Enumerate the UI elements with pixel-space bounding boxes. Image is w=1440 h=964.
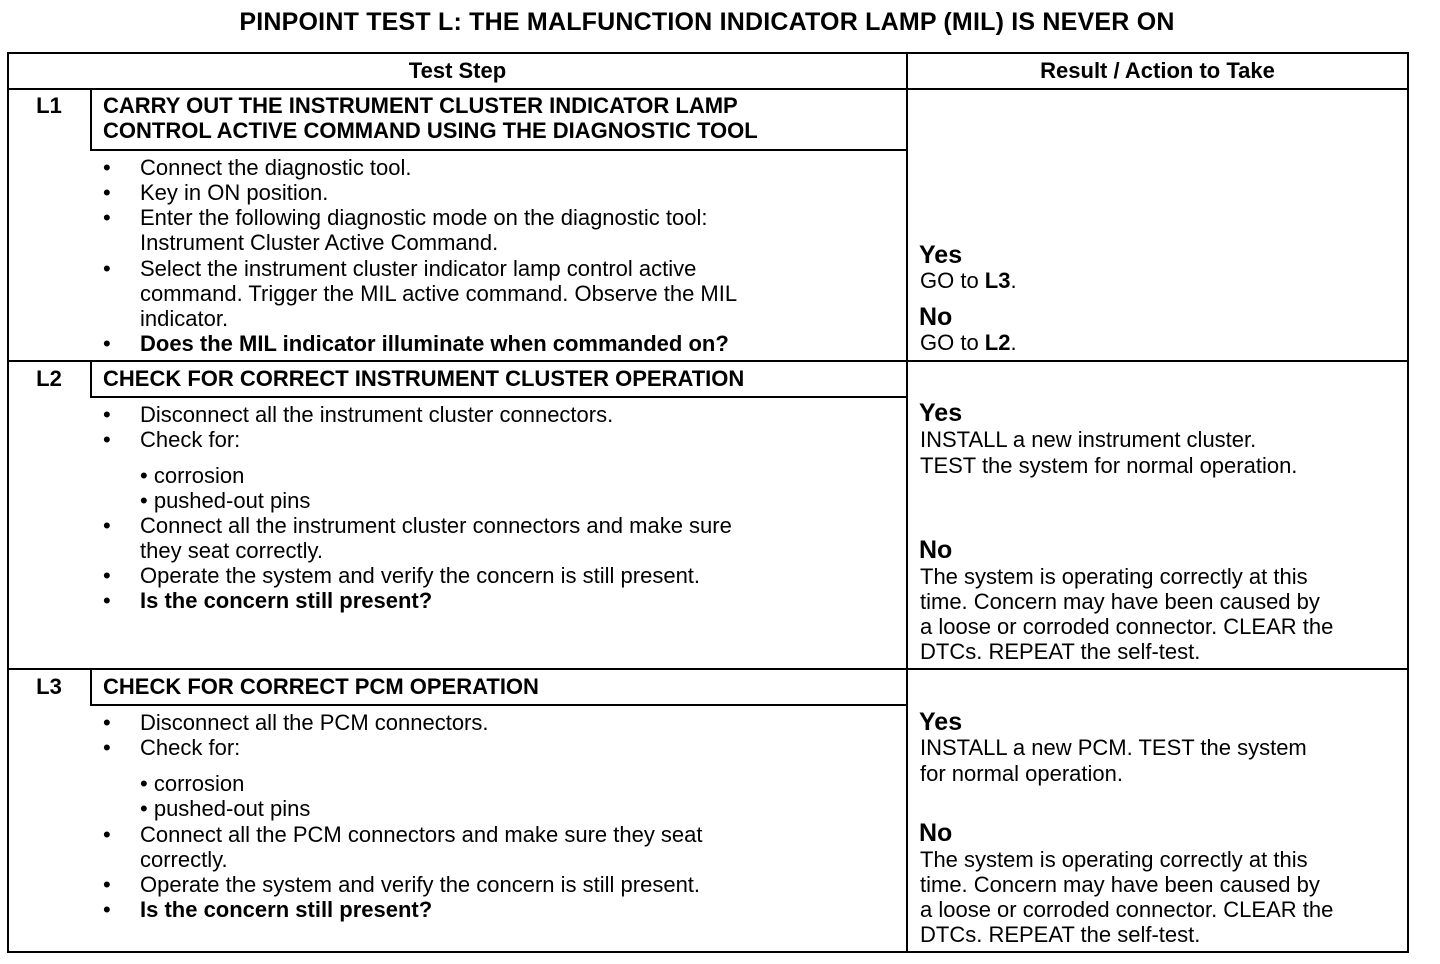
list-item-continuation: correctly. [140,847,228,872]
step-id-l3: L3 [36,674,62,699]
l3-id-divider [90,668,92,706]
l1-title-divider [90,149,908,151]
row-divider-l2-l3 [7,668,1409,670]
no-action-l2-line4: DTCs. REPEAT the self-test. [920,639,1201,664]
list-item: Enter the following diagnostic mode on the diagnostic tool: [140,205,708,230]
no-action-l3-line4: DTCs. REPEAT the self-test. [920,922,1201,947]
no-label-l3: No [919,819,953,847]
list-item: Key in ON position. [140,180,329,205]
no-action-l2-line1: The system is operating correctly at this [920,564,1308,589]
bullet: • [103,331,111,356]
goto-ref-l2[interactable]: L2 [984,330,1011,355]
no-label-l1: No [919,303,953,331]
l2-title-divider [90,396,908,398]
l2-id-divider [90,360,92,398]
yes-label-l2: Yes [919,399,963,427]
list-item: Operate the system and verify the concern is still present. [140,563,701,588]
list-item: Operate the system and verify the concern is still present. [140,872,701,897]
question-l1: Does the MIL indicator illuminate when commanded on? [140,331,729,356]
step-title-l3: CHECK FOR CORRECT PCM OPERATION [103,674,539,699]
no-action-l2-line2: time. Concern may have been caused by [920,589,1320,614]
list-item-continuation: indicator. [140,306,229,331]
list-item-continuation: Instrument Cluster Active Command. [140,230,499,255]
sub-list-item: • corrosion [140,771,245,796]
step-id-l1: L1 [36,93,62,118]
list-item: Check for: [140,735,241,760]
bullet: • [103,563,111,588]
bullet: • [103,710,111,735]
list-item: Check for: [140,427,241,452]
yes-label-l1: Yes [919,241,963,269]
bullet: • [103,513,111,538]
list-item: Connect all the instrument cluster connectors and make sure [140,513,732,538]
header-result-action: Result / Action to Take [1040,58,1275,83]
step-title-l1-line2: CONTROL ACTIVE COMMAND USING THE DIAGNOSTIC TOOL [103,118,758,143]
bullet: • [103,256,111,281]
yes-label-l3: Yes [919,708,963,736]
list-item: Disconnect all the PCM connectors. [140,710,489,735]
no-label-l2: No [919,536,953,564]
bullet: • [103,735,111,760]
bullet: • [103,180,111,205]
sub-list-item: • corrosion [140,463,245,488]
header-divider [7,88,1409,90]
bullet: • [103,588,111,613]
yes-action-l1: GO to L3. [920,268,1017,293]
no-action-l3-line3: a loose or corroded connector. CLEAR the [920,897,1334,922]
yes-action-l3-line2: for normal operation. [920,761,1123,786]
yes-action-l2-line2: TEST the system for normal operation. [920,453,1298,478]
bullet: • [103,155,111,180]
no-action-l1: GO to L2. [920,330,1017,355]
row-divider-l1-l2 [7,360,1409,362]
list-item-continuation: command. Trigger the MIL active command. Observe the MIL [140,281,738,306]
step-title-l2: CHECK FOR CORRECT INSTRUMENT CLUSTER OPERATION [103,366,745,391]
bullet: • [103,205,111,230]
l3-title-divider [90,704,908,706]
list-item: Select the instrument cluster indicator lamp control active [140,256,697,281]
bullet: • [103,402,111,427]
bullet: • [103,897,111,922]
goto-ref-l3[interactable]: L3 [984,268,1011,293]
no-action-l3-line1: The system is operating correctly at this [920,847,1308,872]
list-item: Disconnect all the instrument cluster connectors. [140,402,614,427]
bullet: • [103,872,111,897]
yes-action-l2-line1: INSTALL a new instrument cluster. [920,427,1257,452]
header-test-step: Test Step [408,58,507,83]
step-title-l1-line1: CARRY OUT THE INSTRUMENT CLUSTER INDICATOR LAMP [103,93,738,118]
step-id-l2: L2 [36,366,62,391]
question-l2: Is the concern still present? [140,588,433,613]
question-l3: Is the concern still present? [140,897,433,922]
bullet: • [103,822,111,847]
page-title: PINPOINT TEST L: THE MALFUNCTION INDICATOR LAMP (MIL) IS NEVER ON [239,8,1175,36]
list-item: Connect all the PCM connectors and make sure they seat [140,822,703,847]
bullet: • [103,427,111,452]
l1-id-divider [90,88,92,151]
no-action-l2-line3: a loose or corroded connector. CLEAR the [920,614,1334,639]
sub-list-item: • pushed-out pins [140,488,311,513]
sub-list-item: • pushed-out pins [140,796,311,821]
yes-action-l3-line1: INSTALL a new PCM. TEST the system [920,735,1307,760]
list-item-continuation: they seat correctly. [140,538,323,563]
column-divider [906,52,908,953]
no-action-l3-line2: time. Concern may have been caused by [920,872,1320,897]
list-item: Connect the diagnostic tool. [140,155,412,180]
